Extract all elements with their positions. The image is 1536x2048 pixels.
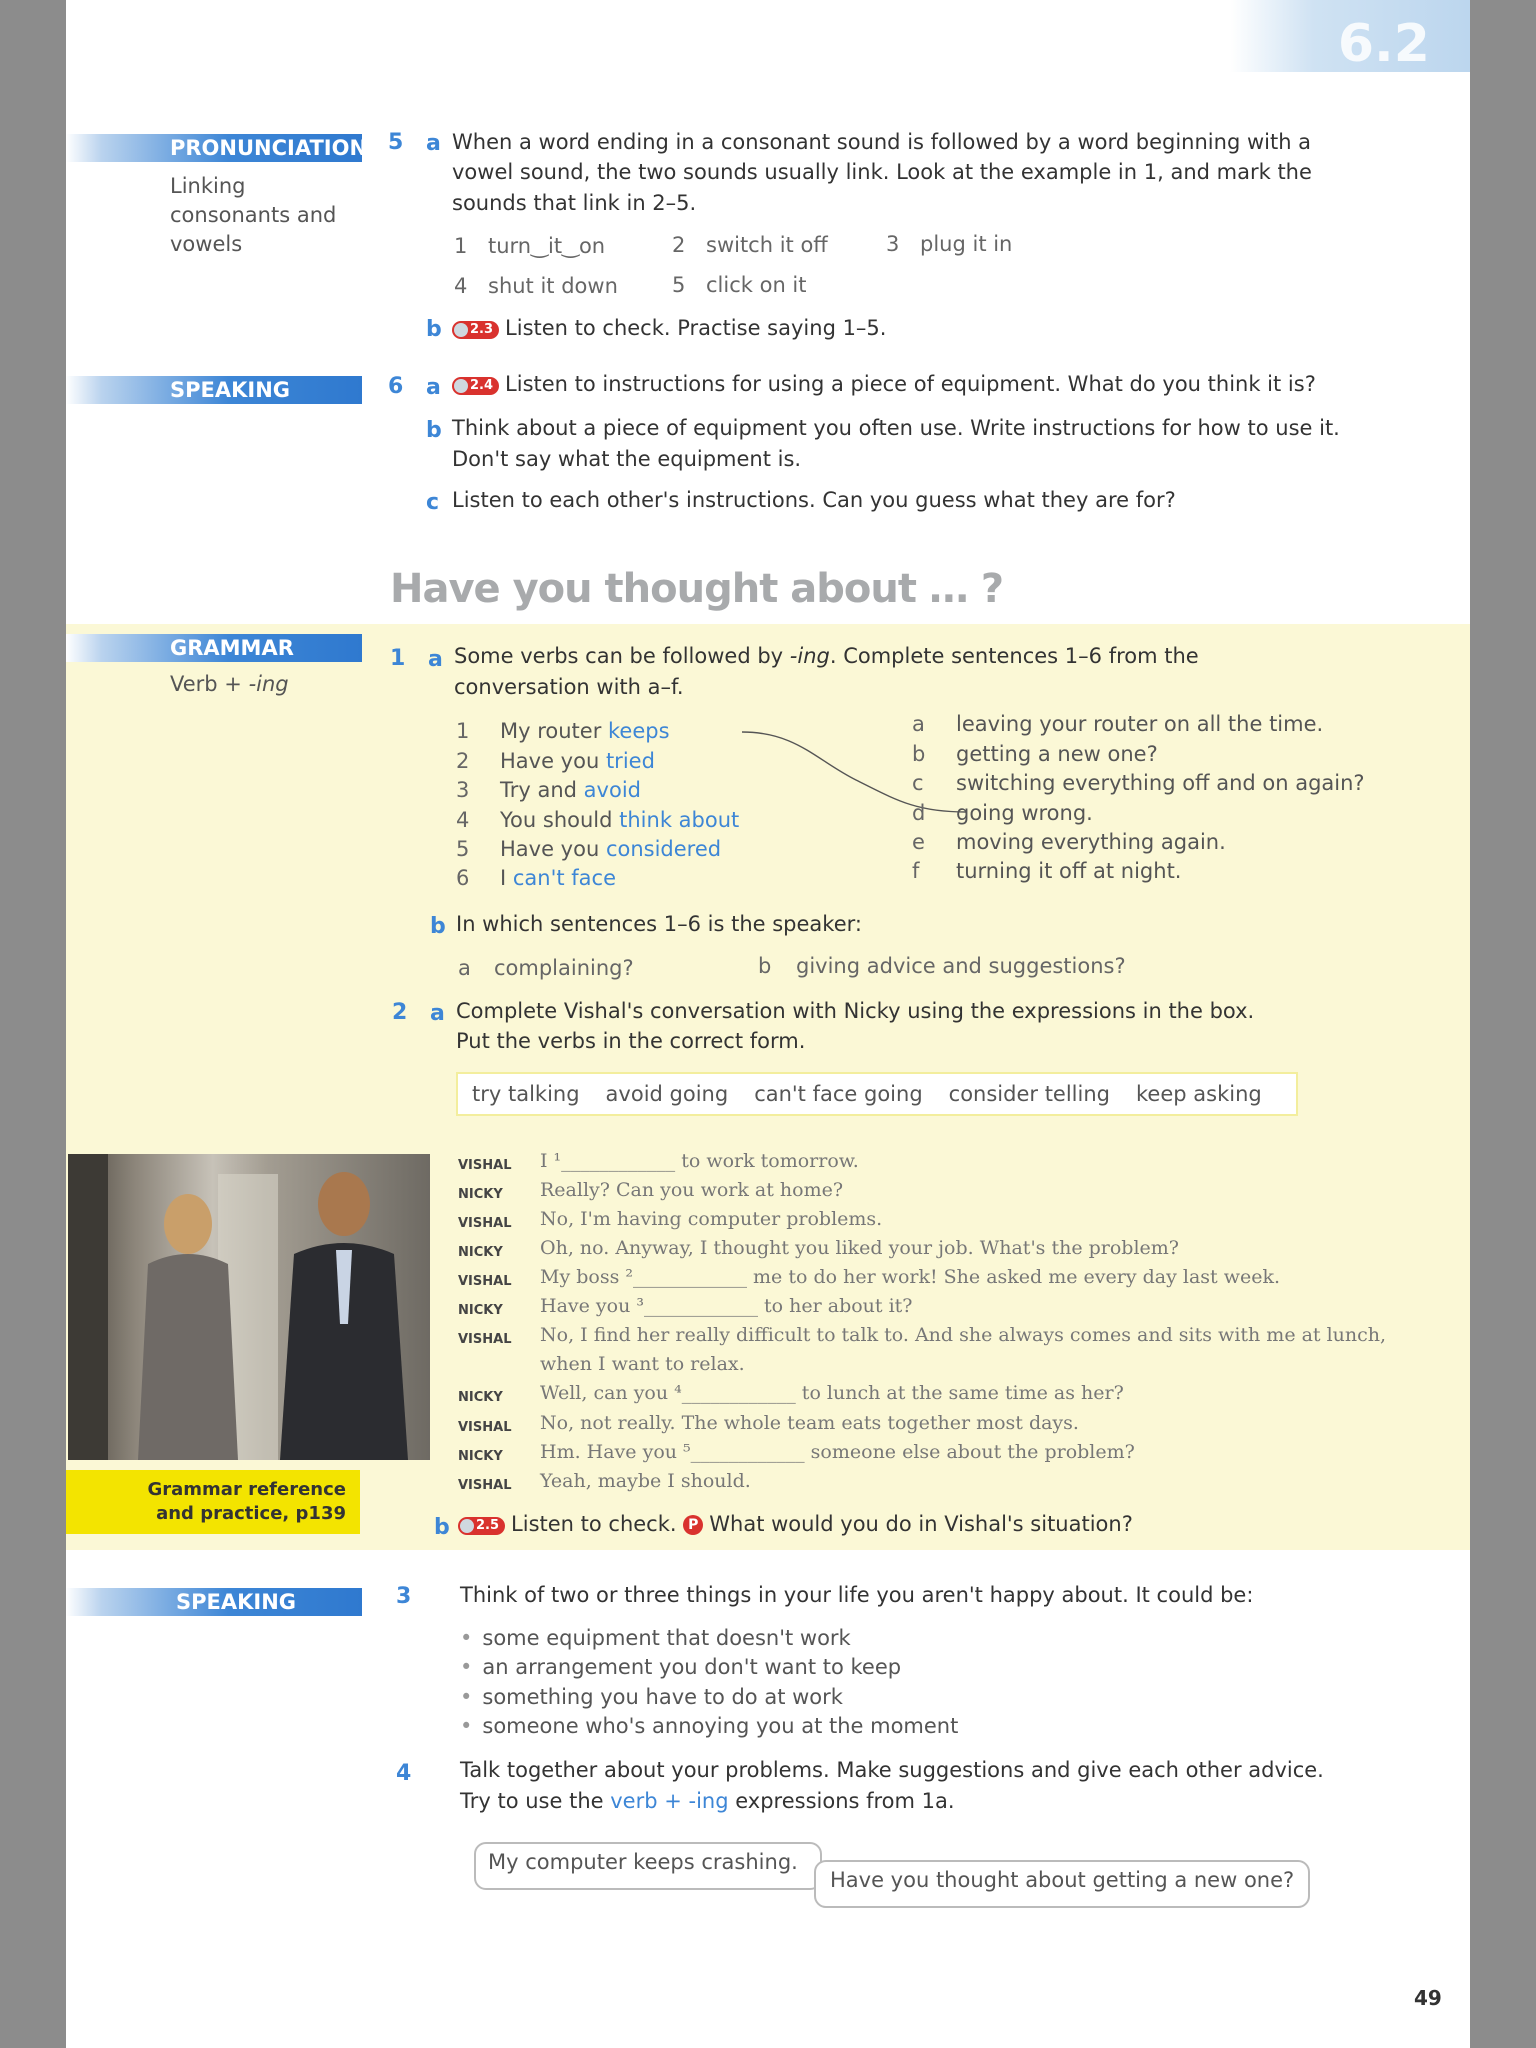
ending-letter: a [912, 712, 925, 736]
grammar-subtitle-ing: -ing [248, 672, 289, 696]
woman-head [164, 1194, 212, 1254]
grammar-reference-box[interactable] [66, 1470, 360, 1534]
sentence-text: My router [500, 719, 609, 743]
speaker-label: VISHAL [458, 1332, 512, 1347]
sentence-verb: keeps [608, 719, 670, 743]
dialogue-line: Yeah, maybe I should. [540, 1470, 751, 1492]
speaker-label: NICKY [458, 1390, 503, 1405]
exercise-number-4: 4 [396, 1761, 412, 1786]
text-part: Try to use the [460, 1789, 611, 1813]
section-tag-speaking: SPEAKING [66, 1588, 362, 1616]
exercise-6c-text: Listen to each other's instructions. Can you guess what they are for? [452, 488, 1176, 512]
exercise-4-line-2 [460, 1786, 955, 1816]
sentence-start [456, 837, 721, 861]
phrase-text: plug it in [920, 232, 1013, 256]
ending-text: moving everything again. [956, 830, 1226, 854]
pronunciation-subtitle-1: Linking [170, 174, 246, 198]
exercise-2a-line-1: Complete Vishal's conversation with Nicky using the expressions in the box. [456, 999, 1255, 1023]
dialogue-line: Oh, no. Anyway, I thought you liked your job. What's the problem? [540, 1237, 1179, 1259]
speaker-label: VISHAL [458, 1216, 512, 1231]
expression-item: keep asking [1136, 1082, 1262, 1106]
exercise-5b-instruction: Listen to check. Practise saying 1–5. [505, 316, 887, 340]
exercise-6b-line-1: Think about a piece of equipment you often use. Write instructions for how to use it. [452, 416, 1340, 440]
ending-letter: c [912, 771, 924, 795]
ending-letter: e [912, 830, 925, 854]
dialogue-line: No, not really. The whole team eats together most days. [540, 1412, 1079, 1434]
exercise-5a-line-2: vowel sound, the two sounds usually link. Look at the example in 1, and mark the [452, 160, 1312, 184]
option-text: complaining? [494, 956, 634, 980]
ending-letter: b [912, 742, 926, 766]
phrase-text: click on it [706, 273, 807, 297]
phrase-item [672, 233, 828, 257]
expression-item: can't face going [754, 1082, 923, 1106]
sentence-number: 6 [456, 866, 470, 890]
speaker-label: VISHAL [458, 1478, 512, 1493]
pronunciation-subtitle-2: consonants and [170, 203, 337, 227]
bullet-item: • an arrangement you don't want to keep [460, 1655, 901, 1679]
sentence-number: 1 [456, 719, 470, 743]
phrase-number: 1 [454, 234, 468, 258]
sentence-ending [912, 830, 1226, 854]
ending-text: leaving your router on all the time. [956, 712, 1324, 736]
exercise-1b-label: b [430, 914, 446, 939]
photo-pillar [68, 1154, 108, 1460]
dialogue-line: Have you ³____________ to her about it? [540, 1295, 913, 1317]
sentence-text: You should [500, 808, 620, 832]
section-tag-speaking: SPEAKING [66, 376, 362, 404]
exercise-1a-line-1 [454, 641, 1199, 671]
exercise-6c-label: c [426, 490, 440, 515]
exercise-number-3: 3 [396, 1584, 412, 1609]
speaker-label: NICKY [458, 1303, 503, 1318]
exercise-number-1: 1 [390, 646, 406, 671]
exercise-2b-question: What would you do in Vishal's situation? [709, 1512, 1133, 1536]
option-item [458, 956, 634, 980]
exercise-5a-line-3: sounds that link in 2–5. [452, 191, 697, 215]
sentence-number: 4 [456, 808, 470, 832]
sentence-verb: tried [605, 749, 655, 773]
lesson-heading: Have you thought about … ? [390, 566, 1004, 612]
exercise-4-line-1: Talk together about your problems. Make suggestions and give each other advice. [460, 1758, 1324, 1782]
exercise-6a-label: a [426, 375, 441, 400]
sentence-ending [912, 712, 1323, 736]
sentence-ending [912, 801, 1093, 825]
exercise-5b-label: b [426, 317, 442, 342]
ending-letter: f [912, 859, 920, 883]
sentence-start [456, 719, 670, 743]
expression-item: consider telling [948, 1082, 1110, 1106]
sentence-text: I [500, 866, 513, 890]
dialogue-line: I ¹____________ to work tomorrow. [540, 1150, 859, 1172]
audio-track-icon[interactable]: 2.5 [458, 1517, 505, 1535]
sentence-start [456, 866, 616, 890]
sentence-ending [912, 771, 1365, 795]
exercise-2a-label: a [430, 1001, 445, 1026]
audio-track-icon[interactable]: 2.4 [452, 377, 499, 395]
bullet-item: • some equipment that doesn't work [460, 1626, 851, 1650]
lesson-number: 6.2 [1337, 14, 1430, 74]
pronunciation-subtitle-3: vowels [170, 232, 243, 256]
speaker-label: VISHAL [458, 1158, 512, 1173]
speaker-label: NICKY [458, 1187, 503, 1202]
exercise-3-text: Think of two or three things in your life you aren't happy about. It could be: [460, 1583, 1254, 1607]
dialogue-line: Hm. Have you ⁵____________ someone else about the problem? [540, 1441, 1135, 1463]
phrase-item [454, 274, 618, 298]
option-item [758, 954, 1126, 978]
speaker-label: NICKY [458, 1449, 503, 1464]
ending-text: going wrong. [956, 801, 1093, 825]
text-part-highlight: verb + -ing [610, 1789, 729, 1813]
phrase-number: 2 [672, 233, 686, 257]
expression-item: avoid going [605, 1082, 729, 1106]
exercise-1a-line-2: conversation with a–f. [454, 675, 684, 699]
exercise-2b-label: b [434, 1515, 450, 1540]
phrase-number: 3 [886, 232, 900, 256]
dialogue-line: No, I find her really difficult to talk to. And she always comes and sits with me at lunch, [540, 1324, 1387, 1346]
grammar-subtitle-main: Verb + [170, 672, 249, 696]
sentence-verb: think about [619, 808, 740, 832]
exercise-1a-label: a [428, 647, 443, 672]
sentence-number: 2 [456, 749, 470, 773]
exercise-number-5: 5 [388, 130, 404, 155]
office-illustration [68, 1154, 430, 1460]
speech-bubble-1: My computer keeps crashing. [474, 1842, 822, 1890]
corner-banner [1230, 0, 1470, 72]
sentence-start [456, 778, 641, 802]
speech-bubble-2: Have you thought about getting a new one? [814, 1860, 1310, 1908]
phrase-number: 5 [672, 273, 686, 297]
exercise-6b-line-2: Don't say what the equipment is. [452, 447, 802, 471]
text-part: . Complete sentences 1–6 from the [829, 644, 1199, 668]
ending-letter: d [912, 801, 926, 825]
exercise-5a-line-1: When a word ending in a consonant sound is followed by a word beginning with a [452, 130, 1312, 154]
exercise-number-2: 2 [392, 1000, 408, 1025]
text-part-italic: -ing [789, 644, 830, 668]
page-number: 49 [1414, 1986, 1442, 2010]
exercise-number-6: 6 [388, 374, 404, 399]
exercise-6b-label: b [426, 418, 442, 443]
section-tag-grammar: GRAMMAR [66, 634, 362, 662]
man-head [318, 1172, 370, 1236]
sentence-text: Have you [500, 837, 606, 861]
dialogue-line: No, I'm having computer problems. [540, 1208, 883, 1230]
speaker-label: VISHAL [458, 1420, 512, 1435]
exercise-2b-text [458, 1509, 1133, 1539]
exercise-1b-text: In which sentences 1–6 is the speaker: [456, 912, 862, 936]
expressions-box [456, 1072, 1298, 1116]
sentence-number: 3 [456, 778, 470, 802]
audio-track-icon[interactable]: 2.3 [452, 321, 499, 339]
sentence-number: 5 [456, 837, 470, 861]
exercise-5a-label: a [426, 131, 441, 156]
dialogue-line: when I want to relax. [540, 1353, 745, 1375]
phrase-text: switch it off [706, 233, 828, 257]
grammar-subtitle [170, 670, 289, 699]
phrase-number: 4 [454, 274, 468, 298]
woman-suit [138, 1254, 238, 1460]
ending-text: turning it off at night. [956, 859, 1182, 883]
phrase-item [672, 273, 807, 297]
dialogue-line: Well, can you ⁴____________ to lunch at the same time as her? [540, 1382, 1124, 1404]
textbook-page [66, 0, 1470, 2048]
ending-text: getting a new one? [956, 742, 1158, 766]
phrase-item [886, 232, 1012, 256]
personalise-icon: P [683, 1515, 703, 1535]
exercise-6a-instruction: Listen to instructions for using a piece of equipment. What do you think it is? [505, 372, 1316, 396]
ending-text: switching everything off and on again? [956, 771, 1365, 795]
phrase-text: shut it down [488, 274, 618, 298]
exercise-2a-line-2: Put the verbs in the correct form. [456, 1029, 806, 1053]
sentence-ending [912, 742, 1158, 766]
bullet-item: • something you have to do at work [460, 1685, 843, 1709]
sentence-start [456, 749, 655, 773]
sentence-start [456, 808, 739, 832]
text-part: expressions from 1a. [728, 1789, 955, 1813]
office-photo [68, 1154, 430, 1460]
sentence-text: Have you [500, 749, 606, 773]
option-letter: a [458, 956, 471, 980]
option-letter: b [758, 954, 772, 978]
sentence-verb: considered [605, 837, 722, 861]
bullet-item: • someone who's annoying you at the moment [460, 1714, 958, 1738]
section-tag-pronunciation: PRONUNCIATION [66, 134, 362, 162]
exercise-2b-instruction: Listen to check. [511, 1512, 677, 1536]
option-text: giving advice and suggestions? [796, 954, 1126, 978]
phrase-text: turn‿it‿on [488, 234, 606, 258]
sentence-verb: avoid [583, 778, 641, 802]
exercise-6a-text [452, 369, 1316, 399]
grammar-reference-line-2: and practice, p139 [156, 1503, 346, 1524]
text-part: Some verbs can be followed by [454, 644, 790, 668]
expression-item: try talking [472, 1082, 580, 1106]
dialogue-line: My boss ²____________ me to do her work! She asked me every day last week. [540, 1266, 1281, 1288]
sentence-verb: can't face [512, 866, 617, 890]
sentence-ending [912, 859, 1181, 883]
speaker-label: VISHAL [458, 1274, 512, 1289]
phrase-item [454, 234, 605, 258]
sentence-text: Try and [500, 778, 584, 802]
grammar-reference-line-1: Grammar reference [147, 1479, 346, 1500]
dialogue-line: Really? Can you work at home? [540, 1179, 844, 1201]
speaker-label: NICKY [458, 1245, 503, 1260]
exercise-5b-text [452, 313, 886, 343]
